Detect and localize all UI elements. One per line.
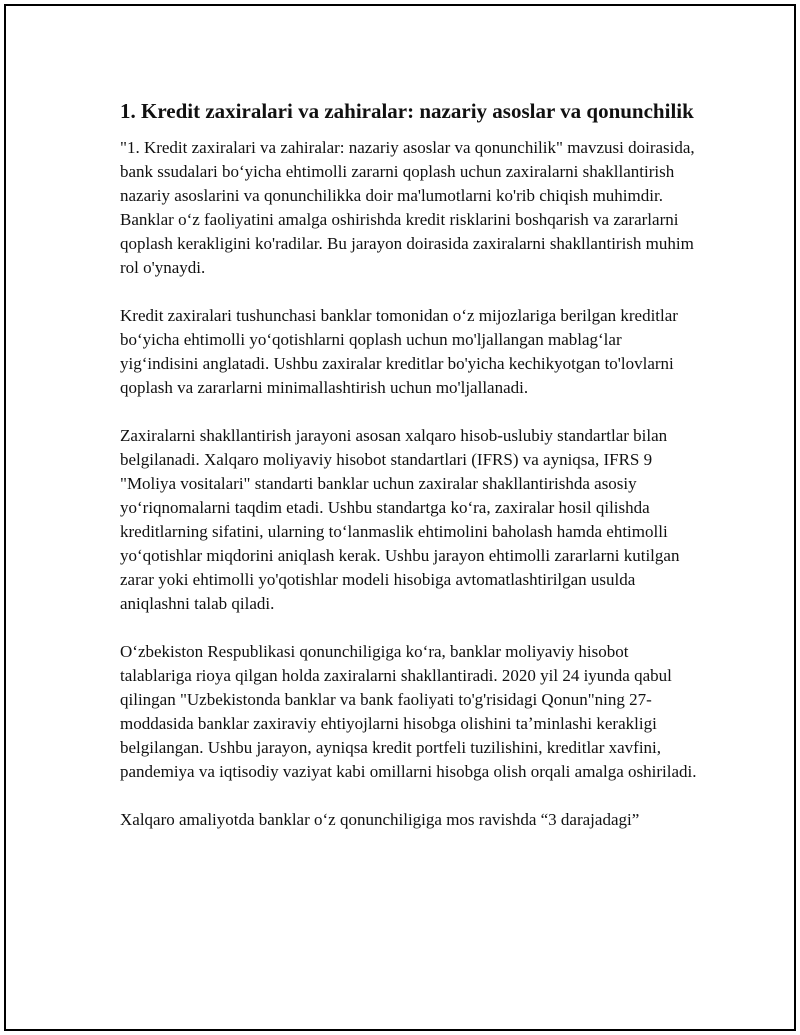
paragraph-credit-reserves-definition: Kredit zaxiralari tushunchasi banklar tomonidan oʻz mijozlariga berilgan kreditlar boʻyicha ehtimolli yoʻqotishlarni qoplash uchun mo'ljallangan mablagʻlar yigʻindisini anglatadi. Ushbu zaxiralar kreditlar bo'yicha kechikyotgan to'lovlarni qoplash va zararlarni minimallashtirish uchun mo'ljallanadi. [120,306,678,397]
section-heading: 1. Kredit zaxiralari va zahiralar: nazariy asoslar va qonunchilik [120,99,694,123]
document-content [120,98,700,832]
paragraph-uzbekistan-legislation: Oʻzbekiston Respublikasi qonunchiligiga koʻra, banklar moliyaviy hisobot talablariga rioya qilgan holda zaxiralarni shakllantiradi. 2020 yil 24 iyunda qabul qilingan "Uzbekistonda banklar va bank faoliyati to'g'risidagi Qonun"ning 27-moddasida banklar zaxiraviy ehtiyojlarni hisobga olishini taʼminlashi kerakligi belgilangan. Ushbu jarayon, ayniqsa kredit portfeli tuzilishini, kreditlar xavfini, pandemiya va iqtisodiy vaziyat kabi omillarni hisobga olish orqali amalga oshiriladi. [120,642,697,781]
paragraph-international-practice: Xalqaro amaliyotda banklar oʻz qonunchiligiga mos ravishda “3 darajadagi” [120,810,640,829]
page-frame [4,4,796,1031]
paragraph-intro: "1. Kredit zaxiralari va zahiralar: nazariy asoslar va qonunchilik" mavzusi doirasida, bank ssudalari boʻyicha ehtimolli zararni qoplash uchun zaxiralarni shakllantirish nazariy asoslarini va qonunchilikka doir ma'lumotlarni ko'rib chiqish muhimdir. Banklar oʻz faoliyatini amalga oshirishda kredit risklarini boshqarish va zararlarni qoplash kerakligini ko'radilar. Bu jarayon doirasida zaxiralarni shakllantirish muhim rol o'ynaydi. [120,138,695,277]
paragraph-ifrs-standards: Zaxiralarni shakllantirish jarayoni asosan xalqaro hisob-uslubiy standartlar bilan belgilanadi. Xalqaro moliyaviy hisobot standartlari (IFRS) va ayniqsa, IFRS 9 "Moliya vositalari" standarti banklar uchun zaxiralar shakllantirishda asosiy yoʻriqnomalarni taqdim etadi. Ushbu standartga koʻra, zaxiralar hosil qilishda kreditlarning sifatini, ularning toʻlanmaslik ehtimolini baholash hamda ehtimolli yoʻqotishlar miqdorini aniqlash kerak. Ushbu jarayon ehtimolli zararlarni kutilgan zarar yoki ehtimolli yo'qotishlar modeli hisobiga avtomatlashtirilgan usulda aniqlashni talab qiladi. [120,426,680,613]
